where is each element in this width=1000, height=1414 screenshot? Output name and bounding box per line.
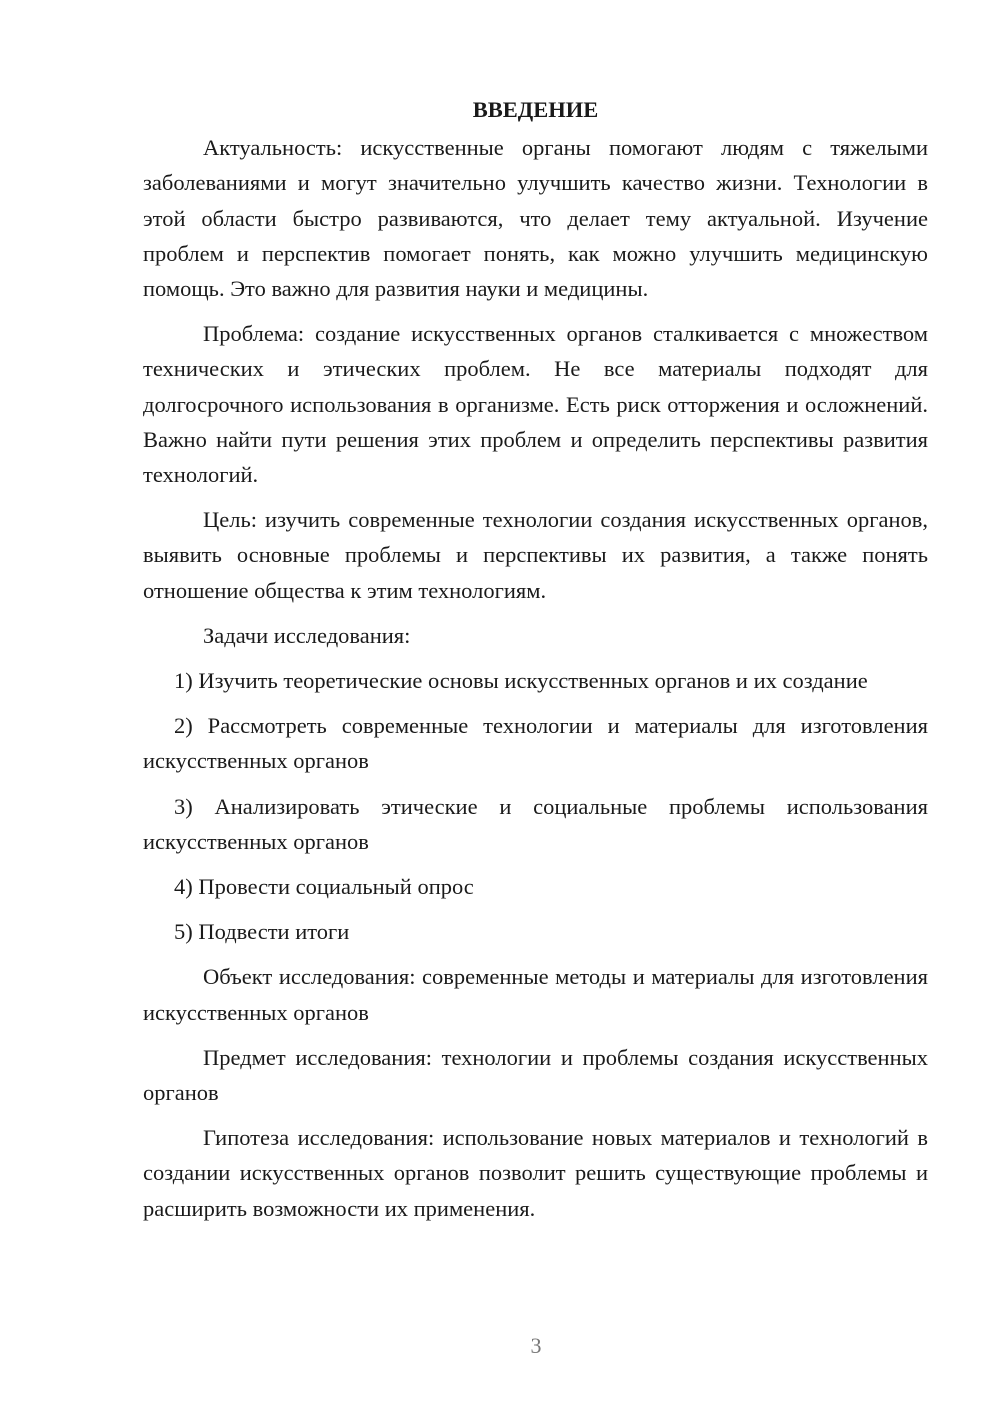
task-item: 3) Анализировать этические и социальные проблемы использования искусственных органов (143, 793, 928, 854)
paragraph-hypothesis: Гипотеза исследования: использование новых материалов и технологий в создании искусственных органов позволит решить существующие проблемы и расширить возможности их применения. (143, 1125, 928, 1221)
page-content (143, 92, 928, 1236)
paragraph-problem: Проблема: создание искусственных органов сталкивается с множеством технических и этических проблем. Не все материалы подходят для долгосрочного использования в организме. Есть риск отторжения и осложнений. Важно найти пути решения этих проблем и определить перспективы развития технологий. (143, 321, 928, 488)
task-item: 2) Рассмотреть современные технологии и материалы для изготовления искусственных органов (143, 713, 928, 774)
page-heading: ВВЕДЕНИЕ (472, 97, 599, 122)
paragraph-tasks-title: Задачи исследования: (203, 622, 411, 648)
page-number: 3 (530, 1333, 542, 1358)
paragraph-object: Объект исследования: современные методы и материалы для изготовления искусственных органов (143, 964, 928, 1025)
task-item: 5) Подвести итоги (174, 919, 350, 945)
paragraph-goal: Цель: изучить современные технологии создания искусственных органов, выявить основные проблемы и перспективы их развития, а также понять отношение общества к этим технологиям. (143, 507, 928, 603)
paragraph-relevance: Актуальность: искусственные органы помогают людям с тяжелыми заболеваниями и могут значительно улучшить качество жизни. Технологии в этой области быстро развиваются, что делает тему актуальной. Изучение проблем и перспектив помогает понять, как можно улучшить медицинскую помощь. Это важно для развития науки и медицины. (143, 135, 928, 302)
paragraph-subject: Предмет исследования: технологии и проблемы создания искусственных органов (143, 1044, 928, 1106)
task-item: 4) Провести социальный опрос (174, 874, 474, 900)
task-item: 1) Изучить теоретические основы искусственных органов и их создание (174, 668, 868, 694)
